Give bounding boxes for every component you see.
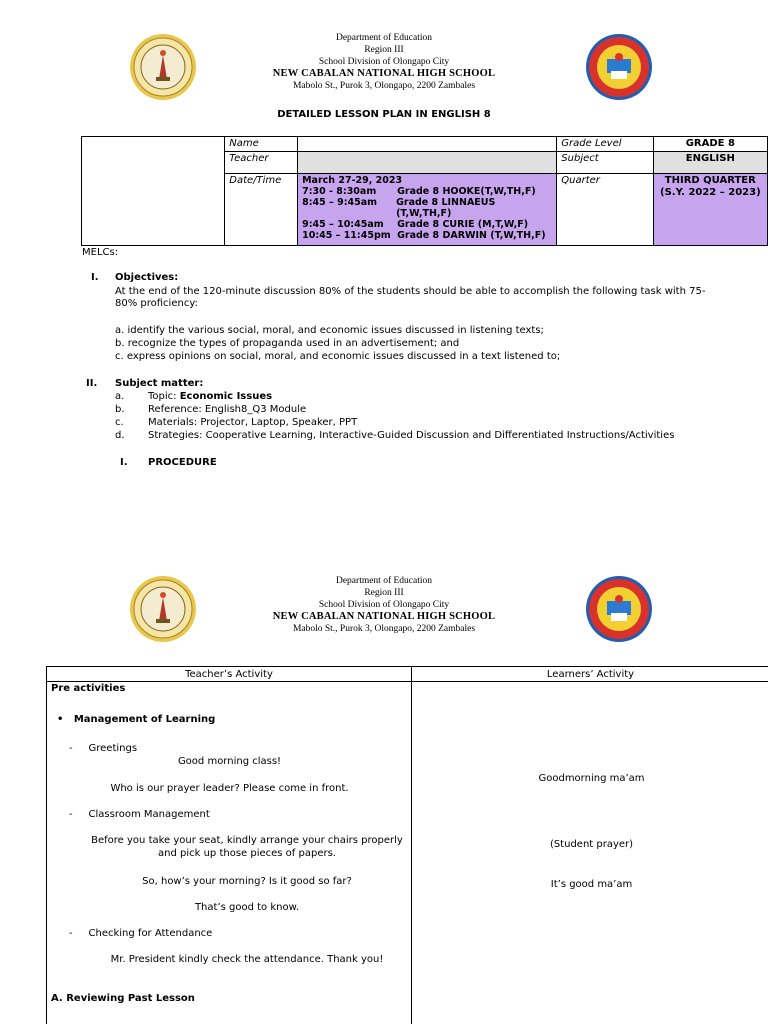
reviewing-heading: A. Reviewing Past Lesson	[51, 993, 195, 1004]
learner-activity-column	[412, 682, 768, 1024]
schedule-row: 7:30 - 8:30am Grade 8 HOOKE(T,W,TH,F)	[302, 186, 536, 197]
name-label: Name	[225, 137, 298, 152]
school-name: NEW CABALAN NATIONAL HIGH SCHOOL	[272, 611, 496, 622]
quarter-value: THIRD QUARTER (S.Y. 2022 – 2023)	[653, 174, 767, 246]
greetings-item: - Greetings	[69, 743, 138, 754]
region-line: Region III	[364, 45, 404, 55]
schedule-row: 8:45 – 9:45am Grade 8 LINNAEUS (T,W,TH,F)	[302, 197, 496, 219]
teacher-activity-column	[47, 682, 412, 1024]
dept-line: Department of Education	[335, 33, 433, 43]
grade-value: GRADE 8	[653, 137, 767, 152]
teacher-line: So, how’s your morning? Is it good so far?	[142, 876, 352, 887]
subject-value: ENGLISH	[653, 152, 767, 174]
schedule-row: 9:45 – 10:45am Grade 8 CURIE (M,T,W,F)	[302, 219, 529, 230]
management-heading: • Management of Learning	[57, 714, 216, 725]
address-line: Mabolo St., Purok 3, Olongapo, 2200 Zambales	[292, 81, 476, 91]
objectives-intro: At the end of the 120-minute discussion 80% of the students should be able to accomplish the following task with 75- 80% proficiency:	[115, 286, 706, 309]
teacher-value	[298, 152, 557, 174]
objective-item: c. express opinions on social, moral, and economic issues discussed in a text listened to;	[115, 351, 561, 362]
teacher-line: Before you take your seat, kindly arrange your chairs properly and pick up those pieces of papers.	[91, 835, 403, 859]
subject-item: a. Topic: Economic Issues	[115, 391, 273, 402]
teacher-line: Good morning class!	[177, 756, 282, 767]
page-title: DETAILED LESSON PLAN IN ENGLISH 8	[277, 109, 491, 120]
objective-item: a. identify the various social, moral, and economic issues discussed in listening texts;	[115, 325, 544, 336]
procedure-heading: PROCEDURE	[148, 457, 217, 468]
teacher-line: Who is our prayer leader? Please come in front.	[110, 783, 349, 794]
division-line: School Division of Olongapo City	[318, 600, 450, 610]
objective-item: b. recognize the types of propaganda used in an advertisement; and	[115, 338, 460, 349]
address-line: Mabolo St., Purok 3, Olongapo, 2200 Zambales	[292, 624, 476, 634]
schedule-row: 10:45 – 11:45pm Grade 8 DARWIN (T,W,TH,F)	[302, 230, 546, 241]
lesson-info-table	[81, 136, 768, 246]
subject-item: d. Strategies: Cooperative Learning, Interactive-Guided Discussion and Differentiated Instructions/Activities	[115, 430, 675, 441]
dept-line: Department of Education	[335, 576, 433, 586]
schedule-date: March 27-29, 2023	[302, 175, 403, 186]
subject-item: c. Materials: Projector, Laptop, Speaker, PPT	[115, 417, 358, 428]
attendance-item: - Checking for Attendance	[69, 928, 213, 939]
subject-label: Subject	[557, 152, 653, 174]
school-header	[0, 575, 768, 635]
pre-activities-heading: Pre activities	[51, 683, 126, 694]
grade-level-label: Grade Level	[557, 137, 653, 152]
teacher-line: That’s good to know.	[194, 902, 300, 913]
procedure-numeral: I.	[120, 457, 128, 468]
learner-activity-header: Learners’ Activity	[412, 667, 768, 682]
teacher-label: Teacher	[225, 152, 298, 174]
objectives-numeral: I.	[91, 272, 99, 283]
blank-cell	[82, 137, 225, 246]
school-header	[0, 32, 768, 92]
classroom-management-item: - Classroom Management	[69, 809, 210, 820]
school-name: NEW CABALAN NATIONAL HIGH SCHOOL	[272, 68, 496, 79]
teacher-activity-header: Teacher’s Activity	[47, 667, 412, 682]
subject-matter-heading: Subject matter:	[115, 378, 204, 389]
schedule-cell	[298, 174, 557, 246]
learner-line: Goodmorning ma’am	[538, 773, 645, 784]
objectives-heading: Objectives:	[115, 272, 179, 283]
datetime-label: Date/Time	[225, 174, 298, 246]
quarter-label: Quarter	[557, 174, 653, 246]
division-line: School Division of Olongapo City	[318, 57, 450, 67]
name-value	[298, 137, 557, 152]
learner-line: It’s good ma’am	[550, 879, 633, 890]
subject-item: b. Reference: English8_Q3 Module	[115, 404, 307, 415]
subject-matter-numeral: II.	[86, 378, 98, 389]
teacher-line: Mr. President kindly check the attendance. Thank you!	[110, 954, 384, 965]
melcs-label: MELCs:	[82, 247, 119, 258]
activity-table	[46, 666, 768, 1024]
learner-line: (Student prayer)	[549, 839, 634, 850]
region-line: Region III	[364, 588, 404, 598]
